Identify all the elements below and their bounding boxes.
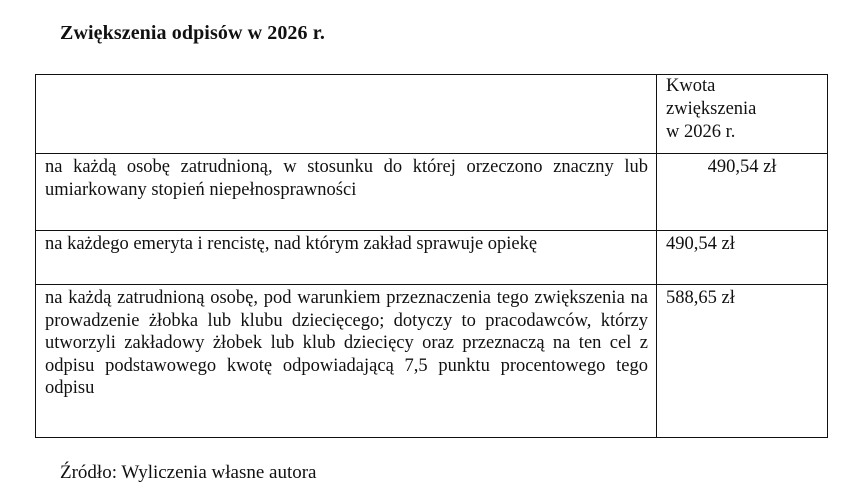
source-note: Źródło: Wyliczenia własne autora [60, 462, 317, 483]
row-amount-cell: 490,54 zł [657, 154, 828, 231]
table-header-row [36, 75, 828, 154]
row-amount-cell: 588,65 zł [657, 285, 828, 438]
header-amount-line: zwiększenia [666, 99, 757, 119]
row-description-cell: na każdego emeryta i rencistę, nad którym zakład sprawuje opiekę [36, 231, 657, 285]
header-amount-line: w 2026 r. [666, 122, 736, 142]
document-title: Zwiększenia odpisów w 2026 r. [60, 22, 325, 44]
table-row [36, 231, 828, 285]
header-amount-cell [657, 75, 828, 154]
table-row [36, 154, 828, 231]
increases-table [35, 74, 828, 438]
table-row [36, 285, 828, 438]
header-description-cell [36, 75, 657, 154]
row-amount-cell: 490,54 zł [657, 231, 828, 285]
header-amount-line: Kwota [666, 76, 716, 96]
row-description-cell: na każdą osobę zatrudnioną, w stosunku do której orzeczono znaczny lub umiarkowany stopień niepełnosprawności [36, 154, 657, 231]
row-description-cell: na każdą zatrudnioną osobę, pod warunkiem przeznaczenia tego zwiększenia na prowadzenie żłobka lub klubu dziecięcego; dotyczy to pracodawców, którzy utworzyli zakładowy żłobek lub klub dziecięcy oraz przeznaczą na ten cel z odpisu podstawowego kwotę odpowiadającą 7,5 punktu procentowego tego odpisu [36, 285, 657, 438]
